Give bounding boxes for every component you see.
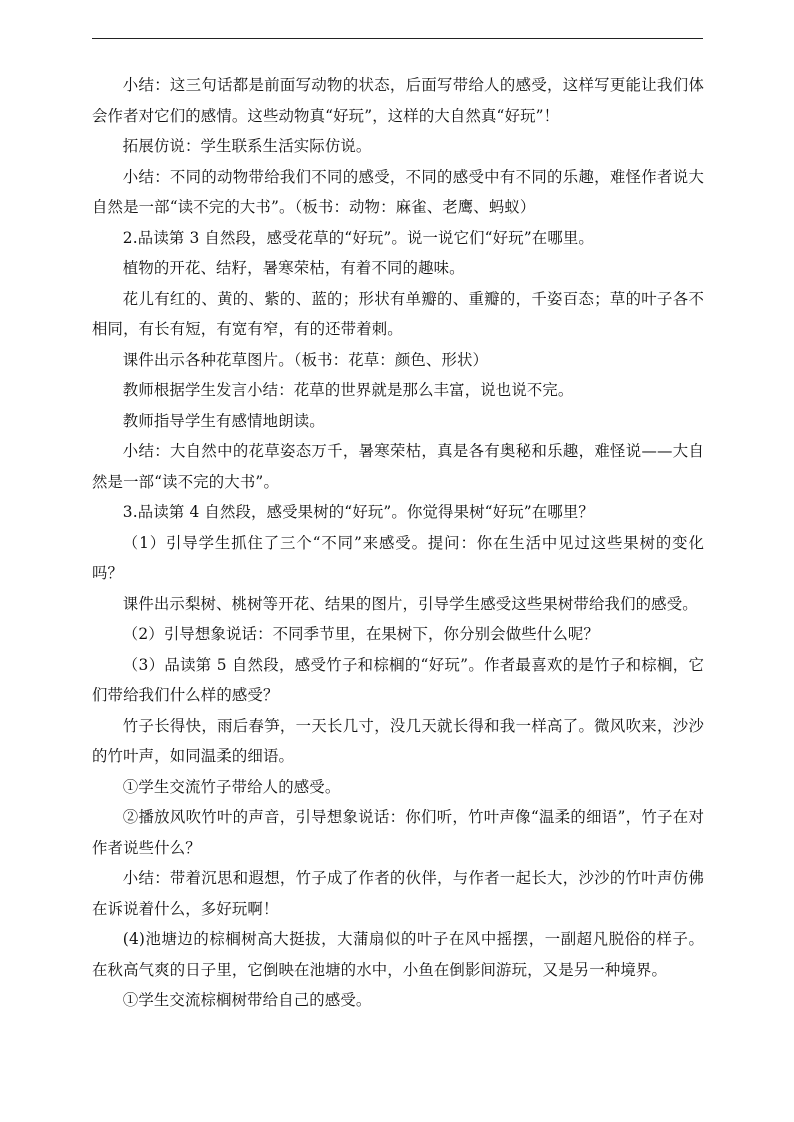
document-body [92,70,704,1016]
paragraph-extension: 拓展仿说：学生联系生活实际仿说。 [122,137,372,155]
paragraph-summary-feelings: 小结：不同的动物带给我们不同的感受，不同的感受中有不同的乐趣，难怪作者说大自然是一部“读不完的大书”。（板书：动物：麻雀、老鹰、蚂蚁） [92,167,704,216]
paragraph-step-3: （3）品读第 5 自然段，感受竹子和棕榈的“好玩”。作者最喜欢的是竹子和棕榈，它们带给我们什么样的感受？ [92,655,704,704]
paragraph-plants: 植物的开花、结籽，暑寒荣枯，有着不同的趣味。 [122,259,465,277]
paragraph-section-2: 2.品读第 3 自然段，感受花草的“好玩”。说一说它们“好玩”在哪里。 [122,228,594,247]
paragraph-bamboo-discussion: ①学生交流竹子带给人的感受。 [122,777,341,796]
paragraph-summary-flowers: 小结：大自然中的花草姿态万千，暑寒荣枯，真是各有奥秘和乐趣，难怪说——大自然是一部“读不完的大书”。 [92,442,704,491]
paragraph-teacher-summary: 教师根据学生发言小结：花草的世界就是那么丰富，说也说不完。 [122,381,574,399]
paragraph-flowers: 花儿有红的、黄的、紫的、蓝的；形状有单瓣的、重瓣的，千姿百态；草的叶子各不相同，有长有短，有宽有窄，有的还带着刺。 [92,289,704,338]
paragraph-palm-discussion: ①学生交流棕榈树带给自己的感受。 [122,991,372,1009]
paragraph-courseware-flowers: 课件出示各种花草图片。（板书：花草：颜色、形状） [122,350,489,369]
paragraph-summary-animals: 小结：这三句话都是前面写动物的状态，后面写带给人的感受，这样写更能让我们体会作者对它们的感情。这些动物真“好玩”，这样的大自然真“好玩”！ [92,76,704,125]
paragraph-bamboo: 竹子长得快，雨后春笋，一天长几寸，没几天就长得和我一样高了。微风吹来，沙沙的竹叶声，如同温柔的细语。 [92,716,704,765]
paragraph-bamboo-sound: ②播放风吹竹叶的声音，引导想象说话：你们听，竹叶声像“温柔的细语”，竹子在对作者说些什么？ [92,808,704,857]
header-rule [92,38,703,39]
paragraph-section-3: 3.品读第 4 自然段，感受果树的“好玩”。你觉得果树“好玩”在哪里？ [122,503,594,521]
paragraph-courseware-trees: 课件出示梨树、桃树等开花、结果的图片，引导学生感受这些果树带给我们的感受。 [122,594,698,613]
paragraph-teacher-reading: 教师指导学生有感情地朗读。 [122,411,325,430]
paragraph-step-4: (4)池塘边的棕榈树高大挺拔，大蒲扇似的叶子在风中摇摆，一副超凡脱俗的样子。在秋高气爽的日子里，它倒映在池塘的水中，小鱼在倒影间游玩，又是另一种境界。 [92,930,704,979]
paragraph-summary-bamboo: 小结：带着沉思和遐想，竹子成了作者的伙伴，与作者一起长大，沙沙的竹叶声仿佛在诉说着什么，多好玩啊！ [92,869,704,918]
paragraph-step-2: （2）引导想象说话：不同季节里，在果树下，你分别会做些什么呢？ [122,625,599,643]
paragraph-step-1: （1）引导学生抓住了三个“不同”来感受。提问：你在生活中见过这些果树的变化吗？ [92,533,704,582]
